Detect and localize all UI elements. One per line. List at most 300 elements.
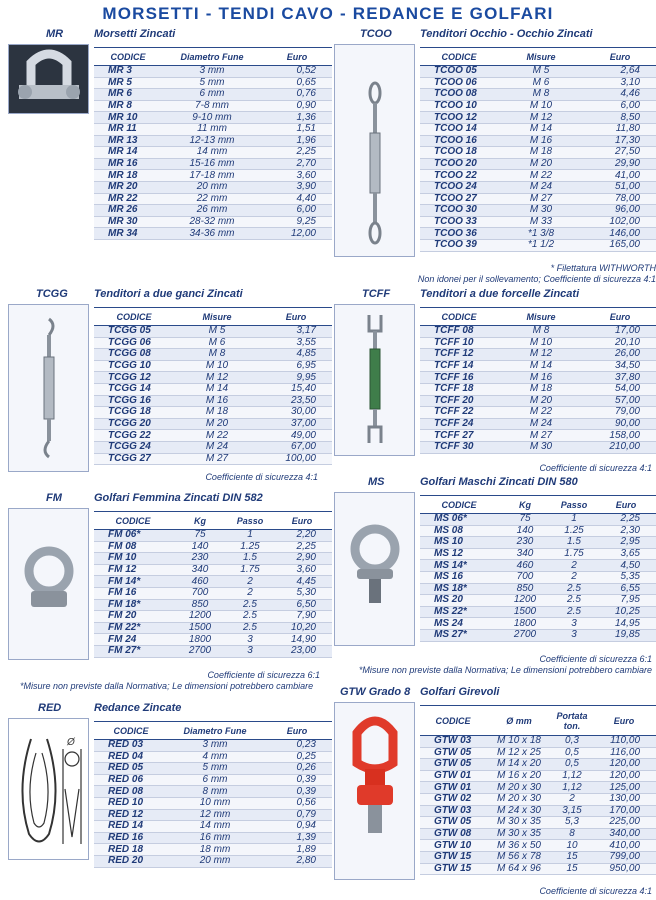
table-row — [420, 158, 656, 170]
fm-cell: 1200 — [172, 611, 228, 623]
mr-cell: MR 16 — [94, 158, 162, 170]
tcff-name: Tenditori a due forcelle Zincati — [420, 288, 580, 300]
mr-cell: MR 8 — [94, 100, 162, 112]
ms-cell: 2.5 — [552, 583, 596, 595]
tcoo-cell: TCOO 22 — [420, 170, 498, 182]
tcoo-cell: TCOO 16 — [420, 135, 498, 147]
tcgg-cell: M 16 — [174, 395, 260, 407]
gtw-name: Golfari Girevoli — [420, 686, 500, 698]
fm-cell: 2,25 — [272, 541, 332, 553]
ms-header-codice: CODICE — [420, 496, 498, 514]
tcgg-cell: M 18 — [174, 407, 260, 419]
gtw-cell: M 20 x 30 — [486, 782, 552, 794]
mr-cell: 1,36 — [262, 112, 332, 124]
gtw-code: GTW Grado 8 — [340, 686, 411, 698]
table-row — [420, 205, 656, 217]
tcff-cell: M 16 — [498, 372, 584, 384]
red-cell: RED 18 — [94, 844, 168, 856]
tcoo-cell: TCOO 33 — [420, 216, 498, 228]
tcoo-cell: M 16 — [498, 135, 584, 147]
table-row — [94, 844, 332, 856]
tcoo-cell: 6,00 — [584, 100, 656, 112]
fm-cell: FM 18* — [94, 599, 172, 611]
fm-cell: FM 12 — [94, 564, 172, 576]
gtw-cell: 15 — [552, 851, 592, 863]
ms-cell: 1200 — [498, 595, 552, 607]
tcff-cell: TCFF 16 — [420, 372, 498, 384]
fm-name: Golfari Femmina Zincati DIN 582 — [94, 492, 263, 504]
table-row — [420, 407, 656, 419]
tcgg-cell: TCGG 22 — [94, 430, 174, 442]
gtw-cell: 0,5 — [552, 759, 592, 771]
table-row — [420, 805, 656, 817]
tcgg-cell: TCGG 12 — [94, 372, 174, 384]
ms-cell: MS 22* — [420, 606, 498, 618]
table-row — [420, 747, 656, 759]
table-row — [420, 147, 656, 159]
table-row — [420, 525, 656, 537]
tcgg-code: TCGG — [36, 288, 68, 300]
gtw-cell: GTW 01 — [420, 782, 486, 794]
table-row — [420, 66, 656, 78]
tcoo-cell: TCOO 08 — [420, 89, 498, 101]
table-row — [420, 193, 656, 205]
ms-code: MS — [368, 476, 385, 488]
tcgg-cell: TCGG 14 — [94, 383, 174, 395]
table-row — [420, 123, 656, 135]
red-cell: 0,94 — [262, 821, 332, 833]
fm-cell: 1 — [228, 530, 272, 542]
fm-cell: 3 — [228, 645, 272, 657]
table-row — [420, 441, 656, 453]
fm-header-passo: Passo — [228, 512, 272, 530]
table-row — [94, 216, 332, 228]
tcgg-cell: M 24 — [174, 441, 260, 453]
fm-header-euro: Euro — [272, 512, 332, 530]
mr-cell: MR 22 — [94, 193, 162, 205]
tcff-cell: 57,00 — [584, 395, 656, 407]
ms-cell: MS 24 — [420, 618, 498, 630]
fm-cell: FM 27* — [94, 645, 172, 657]
mr-cell: MR 14 — [94, 147, 162, 159]
red-cell: 8 mm — [168, 786, 262, 798]
table-row — [420, 89, 656, 101]
red-cell: 0,56 — [262, 797, 332, 809]
red-cell: 4 mm — [168, 751, 262, 763]
tcgg-cell: TCGG 24 — [94, 441, 174, 453]
gtw-section — [332, 686, 656, 900]
ms-cell: 19,85 — [596, 629, 656, 641]
tcoo-cell: TCOO 06 — [420, 77, 498, 89]
table-row — [94, 228, 332, 240]
tcoo-cell: TCOO 36 — [420, 228, 498, 240]
tcoo-cell: M 6 — [498, 77, 584, 89]
tcgg-cell: TCGG 05 — [94, 326, 174, 338]
fm-cell: FM 08 — [94, 541, 172, 553]
fm-cell: 23,00 — [272, 645, 332, 657]
tcgg-section — [0, 288, 330, 488]
table-row — [94, 112, 332, 124]
mr-cell: 7-8 mm — [162, 100, 262, 112]
ms-cell: MS 10 — [420, 537, 498, 549]
gtw-cell: GTW 10 — [420, 840, 486, 852]
mr-cell: 22 mm — [162, 193, 262, 205]
gtw-cell: 110,00 — [592, 736, 656, 748]
fm-cell: 3 — [228, 634, 272, 646]
table-row — [420, 100, 656, 112]
tcff-cell: TCFF 10 — [420, 337, 498, 349]
red-section — [0, 702, 330, 892]
table-row — [94, 430, 332, 442]
tcff-cell: 210,00 — [584, 441, 656, 453]
tcff-cell: TCFF 12 — [420, 349, 498, 361]
page-title: MORSETTI - TENDI CAVO - REDANCE E GOLFARI — [102, 4, 554, 23]
tcoo-cell: M 5 — [498, 66, 584, 78]
fm-note-sizes: *Misure non previste dalla Normativa; Le dimensioni potrebbero cambiare — [20, 681, 314, 691]
gtw-note-safety: Coefficiente di sicurezza 4:1 — [539, 886, 652, 896]
tcgg-cell: 30,00 — [260, 407, 332, 419]
mr-cell: 12,00 — [262, 228, 332, 240]
mr-cell: 26 mm — [162, 205, 262, 217]
table-row — [94, 418, 332, 430]
fm-header-kg: Kg — [172, 512, 228, 530]
mr-header-euro: Euro — [262, 48, 332, 66]
table-row — [94, 751, 332, 763]
ms-cell: 1.25 — [552, 525, 596, 537]
mr-cell: MR 5 — [94, 77, 162, 89]
table-row — [94, 564, 332, 576]
red-code: RED — [38, 702, 62, 714]
mr-cell: 17-18 mm — [162, 170, 262, 182]
tcgg-cell: M 6 — [174, 337, 260, 349]
tcgg-cell: 3,17 — [260, 326, 332, 338]
table-row — [94, 100, 332, 112]
gtw-cell: 799,00 — [592, 851, 656, 863]
ms-cell: MS 18* — [420, 583, 498, 595]
fm-table — [94, 511, 332, 658]
fm-cell: 850 — [172, 599, 228, 611]
tcff-cell: M 14 — [498, 360, 584, 372]
tcoo-table — [420, 47, 656, 252]
table-row — [420, 112, 656, 124]
mr-cell: 9-10 mm — [162, 112, 262, 124]
tcoo-cell: 4,46 — [584, 89, 656, 101]
red-cell: 1,39 — [262, 832, 332, 844]
red-cell: 0,23 — [262, 740, 332, 752]
mr-cell: 15-16 mm — [162, 158, 262, 170]
red-cell: RED 20 — [94, 855, 168, 867]
table-row — [94, 181, 332, 193]
tcoo-cell: 96,00 — [584, 205, 656, 217]
mr-cell: 11 mm — [162, 123, 262, 135]
tcoo-cell: M 33 — [498, 216, 584, 228]
gtw-cell: M 36 x 50 — [486, 840, 552, 852]
mr-cell: 1,96 — [262, 135, 332, 147]
table-row — [94, 453, 332, 465]
table-row — [420, 181, 656, 193]
tcoo-section — [332, 28, 656, 298]
fm-eye-nut-image — [8, 508, 89, 660]
mr-cell: MR 11 — [94, 123, 162, 135]
fm-cell: 6,50 — [272, 599, 332, 611]
fm-code: FM — [46, 492, 62, 504]
mr-cell: 1,51 — [262, 123, 332, 135]
ms-cell: MS 06* — [420, 514, 498, 526]
gtw-cell: M 56 x 78 — [486, 851, 552, 863]
tcff-cell: M 22 — [498, 407, 584, 419]
fm-cell: 1500 — [172, 622, 228, 634]
mr-section — [0, 28, 330, 278]
table-row — [94, 395, 332, 407]
red-cell: RED 10 — [94, 797, 168, 809]
mr-cell: MR 34 — [94, 228, 162, 240]
tcff-cell: 20,10 — [584, 337, 656, 349]
table-row — [420, 595, 656, 607]
table-row — [420, 851, 656, 863]
gtw-header-diametro: Ø mm — [486, 706, 552, 736]
fm-cell: FM 10 — [94, 553, 172, 565]
table-row — [94, 855, 332, 867]
gtw-cell: 225,00 — [592, 817, 656, 829]
gtw-cell: GTW 01 — [420, 770, 486, 782]
mr-cell: 3 mm — [162, 66, 262, 78]
tcoo-cell: M 18 — [498, 147, 584, 159]
ms-section — [332, 476, 656, 676]
tcgg-cell: 15,40 — [260, 383, 332, 395]
fm-cell: 5,30 — [272, 587, 332, 599]
tcff-cell: 90,00 — [584, 418, 656, 430]
table-row — [420, 618, 656, 630]
gtw-cell: 10 — [552, 840, 592, 852]
tcoo-header-euro: Euro — [584, 48, 656, 66]
tcgg-cell: M 22 — [174, 430, 260, 442]
table-row — [94, 193, 332, 205]
gtw-header-euro: Euro — [592, 706, 656, 736]
tcgg-table — [94, 307, 332, 465]
gtw-cell: 120,00 — [592, 770, 656, 782]
ms-cell: MS 27* — [420, 629, 498, 641]
gtw-cell: 15 — [552, 863, 592, 875]
fm-cell: 2,90 — [272, 553, 332, 565]
table-row — [94, 821, 332, 833]
tcgg-cell: M 12 — [174, 372, 260, 384]
table-row — [94, 599, 332, 611]
gtw-cell: 5,3 — [552, 817, 592, 829]
tcff-cell: M 8 — [498, 326, 584, 338]
ms-cell: MS 16 — [420, 571, 498, 583]
tcgg-header-euro: Euro — [260, 308, 332, 326]
tcoo-cell: 3,10 — [584, 77, 656, 89]
table-row — [94, 763, 332, 775]
table-row — [94, 205, 332, 217]
ms-cell: 1 — [552, 514, 596, 526]
ms-cell: 850 — [498, 583, 552, 595]
table-row — [94, 645, 332, 657]
red-cell: RED 12 — [94, 809, 168, 821]
table-row — [420, 228, 656, 240]
table-row — [94, 372, 332, 384]
red-header-diametro: Diametro Fune — [168, 722, 262, 740]
table-row — [420, 418, 656, 430]
tcff-cell: TCFF 14 — [420, 360, 498, 372]
tcgg-cell: M 14 — [174, 383, 260, 395]
red-cell: 0,25 — [262, 751, 332, 763]
tcoo-cell: M 12 — [498, 112, 584, 124]
table-row — [94, 170, 332, 182]
table-row — [94, 77, 332, 89]
ms-cell: 5,35 — [596, 571, 656, 583]
red-cell: 14 mm — [168, 821, 262, 833]
ms-cell: 2,25 — [596, 514, 656, 526]
mr-cell: MR 20 — [94, 181, 162, 193]
ms-cell: MS 20 — [420, 595, 498, 607]
fm-cell: 2,20 — [272, 530, 332, 542]
ms-cell: 230 — [498, 537, 552, 549]
gtw-cell: M 12 x 25 — [486, 747, 552, 759]
gtw-cell: M 20 x 30 — [486, 793, 552, 805]
gtw-cell: GTW 05 — [420, 747, 486, 759]
ms-cell: 1800 — [498, 618, 552, 630]
red-cell: 2,80 — [262, 855, 332, 867]
ms-header-euro: Euro — [596, 496, 656, 514]
table-row — [420, 571, 656, 583]
gtw-cell: 340,00 — [592, 828, 656, 840]
tcoo-cell: M 10 — [498, 100, 584, 112]
table-row — [94, 441, 332, 453]
mr-code: MR — [46, 28, 64, 40]
gtw-cell: GTW 15 — [420, 863, 486, 875]
fm-cell: 1.5 — [228, 553, 272, 565]
fm-cell: 4,45 — [272, 576, 332, 588]
tcgg-cell: TCGG 16 — [94, 395, 174, 407]
tcgg-note-safety: Coefficiente di sicurezza 4:1 — [205, 472, 318, 482]
mr-table — [94, 47, 332, 240]
tcoo-cell: 146,00 — [584, 228, 656, 240]
tcoo-cell: TCOO 39 — [420, 239, 498, 251]
table-row — [420, 537, 656, 549]
table-row — [94, 407, 332, 419]
tcoo-cell: TCOO 20 — [420, 158, 498, 170]
red-cell: 5 mm — [168, 763, 262, 775]
tcoo-cell: *1 3/8 — [498, 228, 584, 240]
tcgg-cell: 9,95 — [260, 372, 332, 384]
fm-note-safety: Coefficiente di sicurezza 6:1 — [207, 670, 320, 680]
fm-cell: 1800 — [172, 634, 228, 646]
table-row — [420, 383, 656, 395]
table-row — [94, 541, 332, 553]
tcgg-cell: M 10 — [174, 360, 260, 372]
table-row — [420, 135, 656, 147]
table-row — [94, 530, 332, 542]
tcoo-cell: M 8 — [498, 89, 584, 101]
tcff-cell: TCFF 30 — [420, 441, 498, 453]
fm-section — [0, 492, 330, 692]
table-row — [94, 349, 332, 361]
mr-cell: 14 mm — [162, 147, 262, 159]
red-cell: 1,89 — [262, 844, 332, 856]
red-cell: RED 08 — [94, 786, 168, 798]
ms-cell: 460 — [498, 560, 552, 572]
ms-name: Golfari Maschi Zincati DIN 580 — [420, 476, 578, 488]
table-row — [94, 337, 332, 349]
mr-cell: 28-32 mm — [162, 216, 262, 228]
mr-cell: 2,70 — [262, 158, 332, 170]
tcff-cell: 26,00 — [584, 349, 656, 361]
red-cell: 10 mm — [168, 797, 262, 809]
ms-cell: 2,95 — [596, 537, 656, 549]
ms-cell: 340 — [498, 548, 552, 560]
red-cell: 12 mm — [168, 809, 262, 821]
gtw-cell: GTW 08 — [420, 828, 486, 840]
fm-cell: FM 14* — [94, 576, 172, 588]
table-row — [420, 326, 656, 338]
fm-cell: FM 20 — [94, 611, 172, 623]
ms-cell: 3 — [552, 629, 596, 641]
fm-cell: 1.25 — [228, 541, 272, 553]
gtw-cell: 0,5 — [552, 747, 592, 759]
mr-wire-clamp-image — [8, 44, 89, 114]
ms-cell: 3 — [552, 618, 596, 630]
tcgg-cell: TCGG 08 — [94, 349, 174, 361]
table-row — [420, 560, 656, 572]
tcff-table — [420, 307, 656, 454]
red-cell: 16 mm — [168, 832, 262, 844]
tcgg-header-codice: CODICE — [94, 308, 174, 326]
red-header-codice: CODICE — [94, 722, 168, 740]
table-row — [94, 587, 332, 599]
ms-cell: 2.5 — [552, 595, 596, 607]
fm-cell: 140 — [172, 541, 228, 553]
mr-cell: 6,00 — [262, 205, 332, 217]
gtw-cell: 130,00 — [592, 793, 656, 805]
gtw-cell: GTW 05 — [420, 817, 486, 829]
red-cell: 0,79 — [262, 809, 332, 821]
ms-cell: 7,95 — [596, 595, 656, 607]
fm-cell: 7,90 — [272, 611, 332, 623]
tcgg-cell: 6,95 — [260, 360, 332, 372]
ms-cell: 2700 — [498, 629, 552, 641]
table-row — [420, 360, 656, 372]
gtw-cell: GTW 15 — [420, 851, 486, 863]
tcff-cell: TCFF 22 — [420, 407, 498, 419]
tcgg-cell: TCGG 27 — [94, 453, 174, 465]
tcoo-cell: 2,64 — [584, 66, 656, 78]
tcoo-note-thread: * Filettatura WITHWORTH — [550, 263, 656, 273]
tcoo-cell: TCOO 24 — [420, 181, 498, 193]
tcgg-cell: 37,00 — [260, 418, 332, 430]
mr-cell: 0,65 — [262, 77, 332, 89]
tcoo-cell: 27,50 — [584, 147, 656, 159]
fm-cell: 2700 — [172, 645, 228, 657]
tcgg-cell: 23,50 — [260, 395, 332, 407]
ms-cell: MS 08 — [420, 525, 498, 537]
tcff-cell: M 27 — [498, 430, 584, 442]
tcgg-cell: 100,00 — [260, 453, 332, 465]
mr-cell: 0,52 — [262, 66, 332, 78]
ms-header-passo: Passo — [552, 496, 596, 514]
tcff-code: TCFF — [362, 288, 391, 300]
mr-cell: 3,90 — [262, 181, 332, 193]
red-cell: 18 mm — [168, 844, 262, 856]
tcoo-cell: 165,00 — [584, 239, 656, 251]
table-row — [94, 147, 332, 159]
table-row — [94, 89, 332, 101]
tcgg-cell: 4,85 — [260, 349, 332, 361]
mr-cell: MR 26 — [94, 205, 162, 217]
mr-cell: 9,25 — [262, 216, 332, 228]
ms-cell: 1.75 — [552, 548, 596, 560]
gtw-swivel-eyebolt-image — [334, 702, 415, 880]
